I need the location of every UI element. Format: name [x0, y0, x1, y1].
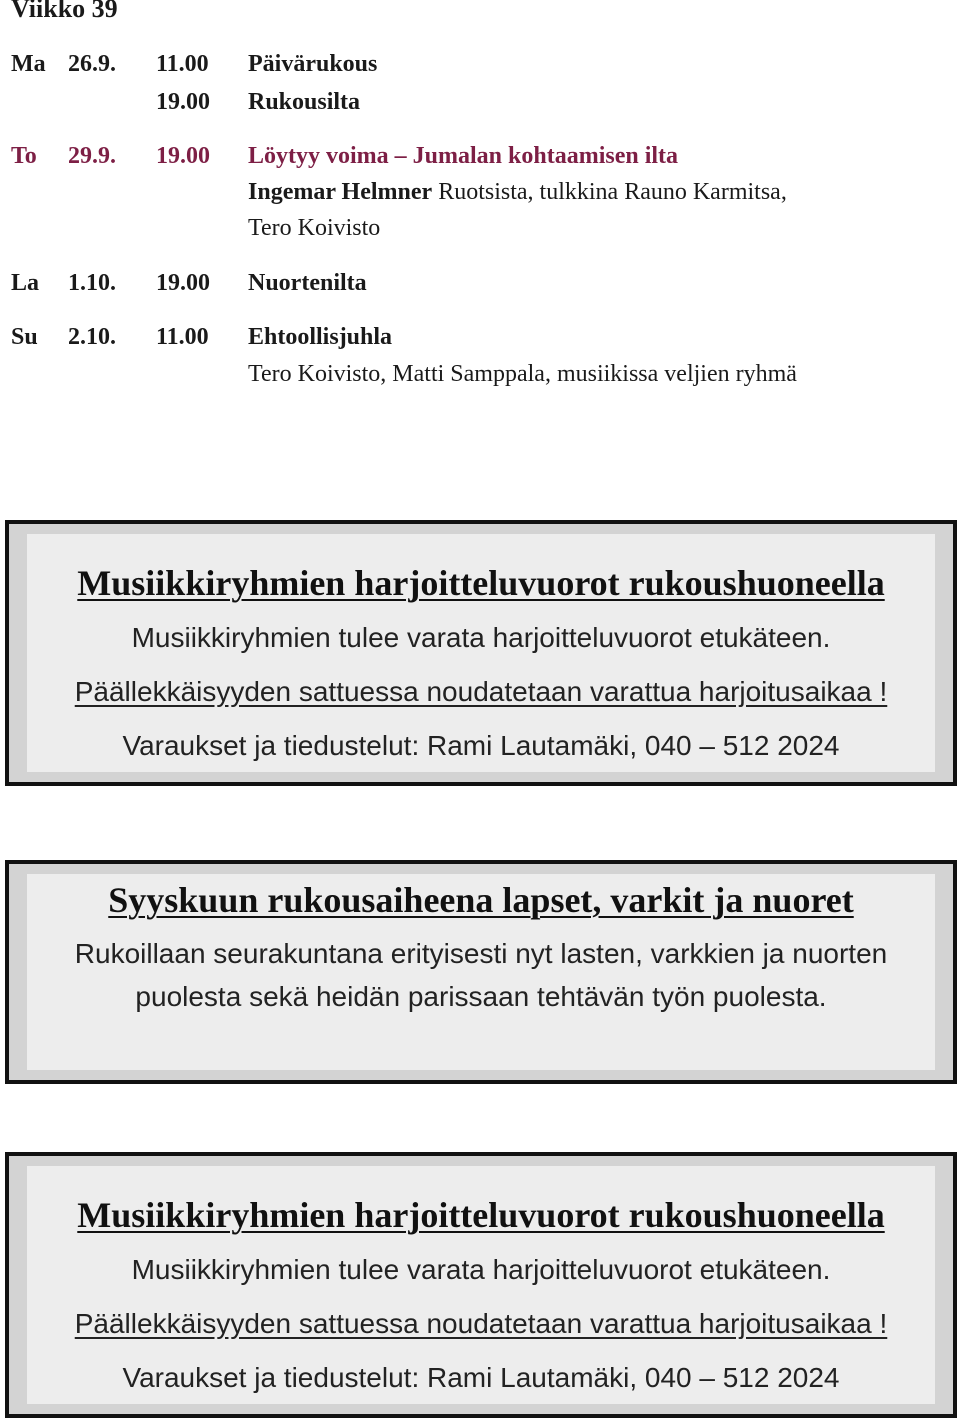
event-day: Su	[11, 324, 38, 350]
event-time: 11.00	[156, 324, 209, 350]
notice-text: puolesta sekä heidän parissaan tehtävän työn puolesta.	[135, 981, 827, 1012]
event-time: 19.00	[156, 270, 210, 296]
event-date: 26.9.	[68, 51, 116, 77]
event-time: 19.00	[156, 143, 210, 169]
event-time: 19.00	[156, 89, 210, 115]
event-date: 2.10.	[68, 324, 116, 350]
notice-box-music-practice	[5, 520, 957, 786]
event-speaker-info: Ruotsista, tulkkina Rauno Karmitsa,	[432, 179, 787, 205]
event-day: To	[11, 143, 37, 169]
week-title: Viikko 39	[11, 0, 118, 23]
notice-contact: Varaukset ja tiedustelut: Rami Lautamäki, 040 – 512 2024	[122, 1362, 840, 1393]
notice-heading: Musiikkiryhmien harjoitteluvuorot rukoushuoneella	[77, 563, 885, 603]
event-day: Ma	[11, 51, 46, 77]
notice-text: Musiikkiryhmien tulee varata harjoitteluvuorot etukäteen.	[131, 622, 831, 653]
event-speaker: Ingemar Helmner	[248, 179, 433, 205]
event-extra: Tero Koivisto	[248, 215, 381, 241]
notice-box-music-practice	[5, 1152, 957, 1418]
notice-box-prayer-topic	[5, 860, 957, 1084]
event-title: Löytyy voima – Jumalan kohtaamisen ilta	[248, 143, 679, 169]
notice-text: Rukoillaan seurakuntana erityisesti nyt lasten, varkkien ja nuorten	[74, 938, 888, 969]
event-date: 29.9.	[68, 143, 116, 169]
event-title: Päivärukous	[248, 51, 378, 77]
event-title: Rukousilta	[248, 89, 361, 115]
event-day: La	[11, 270, 40, 296]
notice-heading: Musiikkiryhmien harjoitteluvuorot rukoushuoneella	[77, 1195, 885, 1235]
notice-warning: Päällekkäisyyden sattuessa noudatetaan varattua harjoitusaikaa !	[74, 1308, 888, 1339]
event-speaker-line	[248, 174, 787, 210]
event-time: 11.00	[156, 51, 209, 77]
notice-warning: Päällekkäisyyden sattuessa noudatetaan varattua harjoitusaikaa !	[74, 676, 888, 707]
notice-text: Musiikkiryhmien tulee varata harjoitteluvuorot etukäteen.	[131, 1254, 831, 1285]
event-title: Nuortenilta	[248, 270, 367, 296]
notice-contact: Varaukset ja tiedustelut: Rami Lautamäki, 040 – 512 2024	[122, 730, 840, 761]
event-date: 1.10.	[68, 270, 116, 296]
event-title: Ehtoollisjuhla	[248, 324, 393, 350]
event-participants: Tero Koivisto, Matti Samppala, musiikissa veljien ryhmä	[248, 361, 797, 387]
notice-heading: Syyskuun rukousaiheena lapset, varkit ja nuoret	[108, 880, 854, 920]
